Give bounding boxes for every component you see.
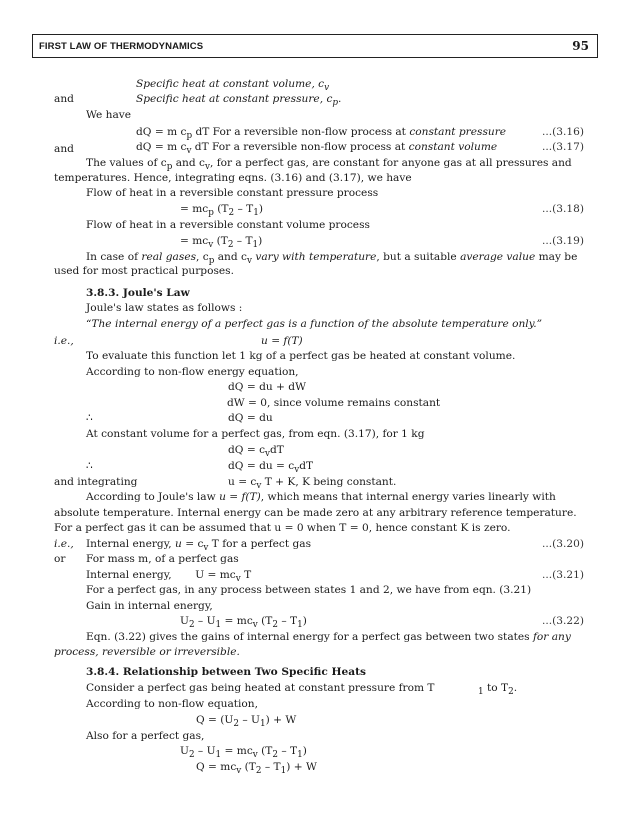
page-number: 95 xyxy=(572,39,589,53)
paragraph-joule-linear: According to Joule's law u = f(T), which means that internal energy varies linearly with xyxy=(86,491,556,503)
paragraph-eqn-322: Eqn. (3.22) gives the gains of internal energy for a perfect gas between two states for any xyxy=(86,631,571,643)
equation-internal-energy-U: Internal energy, $U = mc_v$ T xyxy=(86,569,252,585)
equation-dq-cvdt: dQ = $c_vdT$ xyxy=(228,444,284,460)
text-line-18: absolute temperature. Internal energy can be made zero at any arbitrary reference temperature. xyxy=(54,507,577,519)
equation-q-mcv-w: $Q = mc_v$ $(T_2 - T_1) + W$ xyxy=(196,761,317,777)
text-line-19: For a perfect gas it can be assumed that u = 0 when T = 0, hence constant K is zero. xyxy=(54,522,511,534)
text-line-23: Gain in internal energy, xyxy=(86,600,213,612)
text-line-25: Consider a perfect gas being heated at constant pressure from T xyxy=(86,682,435,694)
text-line-9: used for most practical purposes. xyxy=(54,265,234,277)
text-line-2: Specific heat at constant pressure, $c_p$. xyxy=(136,93,342,109)
equation-u-f-t: u = f(T) xyxy=(261,335,303,347)
text-line-13: According to non-flow energy equation, xyxy=(86,366,299,378)
text-line-27: Also for a perfect gas, xyxy=(86,730,205,742)
equation-mcp: = $mc_p$ $(T_2 - T_1)$ xyxy=(180,203,263,219)
eq-number-3-17: ...(3.17) xyxy=(542,141,584,153)
text-line-6: temperatures. Hence, integrating eqns. (3.16) and (3.17), we have xyxy=(54,172,412,184)
equation-dq-pressure: dQ = m $c_p$ dT For a reversible non-flow process at constant pressure xyxy=(136,126,507,142)
text-line-22: For mass m, of a perfect gas xyxy=(86,553,239,565)
eq-number-3-16: ...(3.16) xyxy=(542,126,584,138)
equation-u2-u1: $U_2 - U_1 = mc_v$ $(T_2 - T_1)$ xyxy=(180,615,307,631)
equation-u-cvt-k: $u = c_v$ T + K, K being constant. xyxy=(228,476,397,492)
text-line-14: ∴ xyxy=(86,412,93,424)
section-heading-joules-law: 3.8.3. Joule's Law xyxy=(86,287,190,299)
text-line-15: At constant volume for a perfect gas, from eqn. (3.17), for 1 kg xyxy=(86,428,425,440)
text-line-16: ∴ xyxy=(86,460,93,472)
text-line-0: Specific heat at constant volume, $c_v$ xyxy=(136,78,330,94)
paragraph-real-gases: In case of real gases, $c_p$ and $c_v$ vary with temperature, but a suitable average value may be xyxy=(86,251,578,267)
eq-number-3-22: ...(3.22) xyxy=(542,615,584,627)
text-line-3: We have xyxy=(86,109,132,121)
equation-u2-u1-b: $U_2 - U_1 = mc_v$ $(T_2 - T_1)$ xyxy=(180,745,307,761)
equation-t1-t2: $_1$ to $T_2$. xyxy=(478,682,518,698)
text-line-8: Flow of heat in a reversible constant volume process xyxy=(86,219,370,231)
text-line-11: i.e., xyxy=(54,335,74,347)
equation-mcv: = $mc_v$ $(T_2 - T_1)$ xyxy=(180,235,263,251)
text-line-24: process, reversible or irreversible. xyxy=(54,646,240,658)
text-line-7: Flow of heat in a reversible constant pressure process xyxy=(86,187,379,199)
paragraph-process-states: For a perfect gas, in any process between states 1 and 2, we have from eqn. (3.21) xyxy=(86,584,532,596)
section-heading-two-specific-heats: 3.8.4. Relationship between Two Specific Heats xyxy=(86,666,366,678)
equation-dq-volume: dQ = m $c_v$ dT For a reversible non-flow process at constant volume xyxy=(136,141,498,157)
eq-number-3-18: ...(3.18) xyxy=(542,203,584,215)
running-header xyxy=(32,34,598,58)
text-line-26: According to non-flow equation, xyxy=(86,698,258,710)
chapter-title: FIRST LAW OF THERMODYNAMICS xyxy=(39,41,204,52)
text-line-21: or xyxy=(54,553,66,565)
text-line-4: and xyxy=(54,143,74,155)
eq-number-3-19: ...(3.19) xyxy=(542,235,584,247)
text-line-20: i.e., xyxy=(54,538,74,550)
equation-dw-zero: dW = 0, since volume remains constant xyxy=(227,397,441,409)
equation-dq-du-cvdt: dQ = du = $c_vdT$ xyxy=(228,460,314,476)
text-line-1: and xyxy=(54,93,74,105)
paragraph-values: The values of $c_p$ and $c_v$, for a perfect gas, are constant for anyone gas at all pressures and xyxy=(86,157,572,173)
text-line-17: and integrating xyxy=(54,476,138,488)
equation-internal-energy-u: Internal energy, $u = c_v$ T for a perfect gas xyxy=(86,538,312,554)
equation-q-u-w: $Q = (U_2 - U_1) + W$ xyxy=(196,714,297,730)
equation-dq-du: dQ = du xyxy=(228,412,273,424)
equation-dq-du-dw: dQ = du + dW xyxy=(228,381,306,393)
joule-law-quote: “The internal energy of a perfect gas is a function of the absolute temperature only.” xyxy=(86,318,543,330)
eq-number-3-20: ...(3.20) xyxy=(542,538,584,550)
eq-number-3-21: ...(3.21) xyxy=(542,569,584,581)
text-line-12: To evaluate this function let 1 kg of a perfect gas be heated at constant volume. xyxy=(86,350,516,362)
text-line-10: Joule's law states as follows : xyxy=(86,302,243,314)
